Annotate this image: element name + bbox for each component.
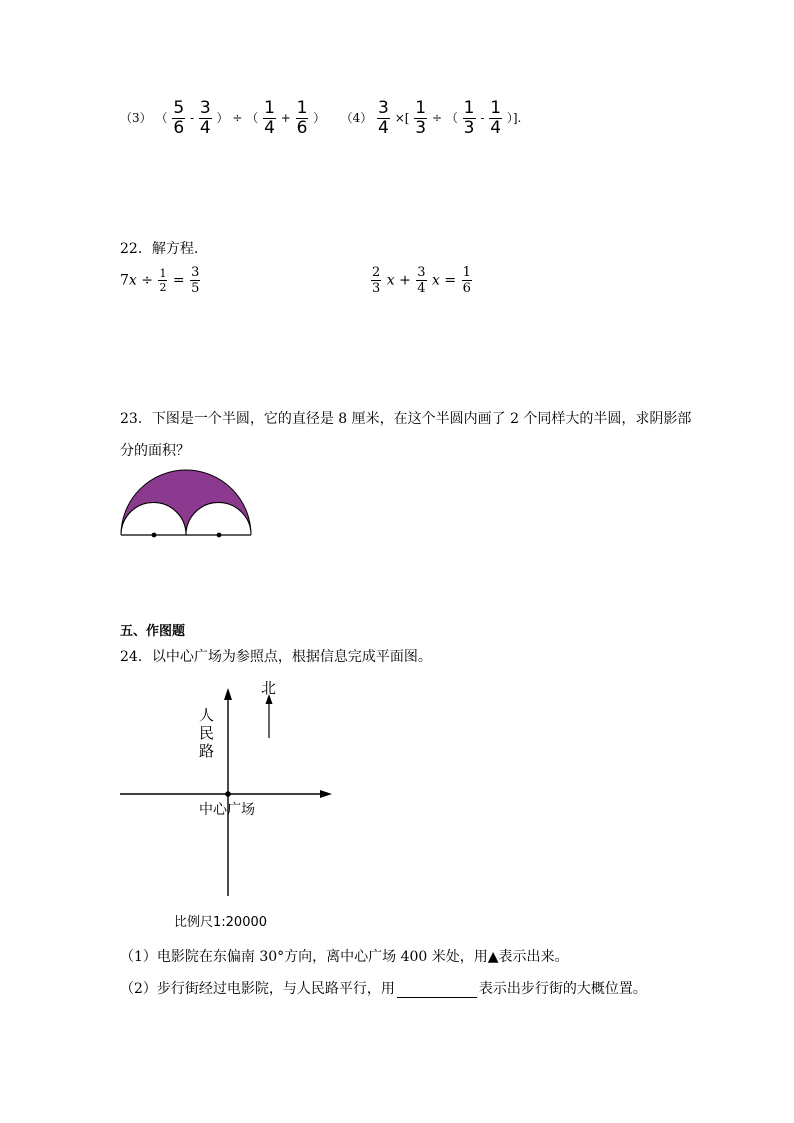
center-dot-left — [152, 533, 157, 538]
arrow-right-icon — [320, 790, 332, 798]
q24-sub2: （2）步行街经过电影院，与人民路平行，用 表示出步行街的大概位置。 — [120, 981, 647, 997]
q21-expressions: （3） （ $\frac{5}{6}$ - $\frac{3}{4}$ ） ÷ （ $\frac{1}{4}$ + $\frac{1}{6}$ ） （4） $\frac{3}{4}$ ×[ $\frac{1}{3}$ ÷ （ $\frac{1}{3}$ - $\frac{1}{4}$ ）]. — [120, 98, 522, 138]
scale-label: 比例尺1:20000 — [174, 915, 268, 930]
q22-heading: 22．解方程. — [120, 241, 199, 257]
center-label: 中心广场 — [199, 802, 255, 818]
fraction: $\frac{1}{3}$ — [463, 98, 475, 138]
fraction: $\frac{3}{5}$ — [191, 265, 200, 296]
fraction: $\frac{3}{4}$ — [417, 265, 426, 296]
q23-text-line2: 分的面积？ — [120, 443, 190, 459]
fraction: $\frac{1}{4}$ — [264, 98, 275, 138]
equation-2: $\frac{2}{3}$ x + $\frac{3}{4}$ x = $\frac{1}{6}$ — [372, 265, 471, 296]
equation-1: 7x ÷ $\frac{1}{2}$ = $\frac{3}{5}$ — [120, 265, 200, 296]
north-label: 北 — [261, 679, 277, 697]
map-diagram — [118, 676, 338, 901]
fraction: $\frac{1}{6}$ — [296, 98, 308, 138]
section-title: 五、作图题 — [120, 624, 186, 639]
fraction: $\frac{1}{2}$ — [159, 267, 167, 294]
fraction: $\frac{3}{4}$ — [199, 98, 211, 138]
fraction: $\frac{3}{4}$ — [378, 98, 389, 138]
q24-heading: 24．以中心广场为参照点，根据信息完成平面图。 — [120, 649, 432, 665]
q24-sub1: （1）电影院在东偏南 30°方向，离中心广场 400 米处，用▲表示出来。 — [120, 949, 569, 965]
semicircle-figure — [118, 466, 256, 540]
answer-blank-line — [397, 983, 477, 998]
fraction: $\frac{1}{6}$ — [462, 265, 471, 296]
fraction: $\frac{5}{6}$ — [173, 98, 185, 138]
item3-label: （3） — [120, 111, 152, 125]
road-label: 人民路 — [199, 706, 215, 760]
fraction: $\frac{1}{4}$ — [490, 98, 502, 138]
item4-label: （4） — [340, 111, 373, 125]
arrow-up-icon — [224, 688, 232, 700]
q23-text-line1: 23．下图是一个半圆，它的直径是 8 厘米，在这个半圆内画了 2 个同样大的半圆，求阴影部 — [120, 411, 692, 427]
center-dot-right — [217, 533, 222, 538]
fraction: $\frac{1}{3}$ — [415, 98, 427, 138]
center-point — [225, 791, 231, 797]
fraction: $\frac{2}{3}$ — [372, 265, 381, 296]
